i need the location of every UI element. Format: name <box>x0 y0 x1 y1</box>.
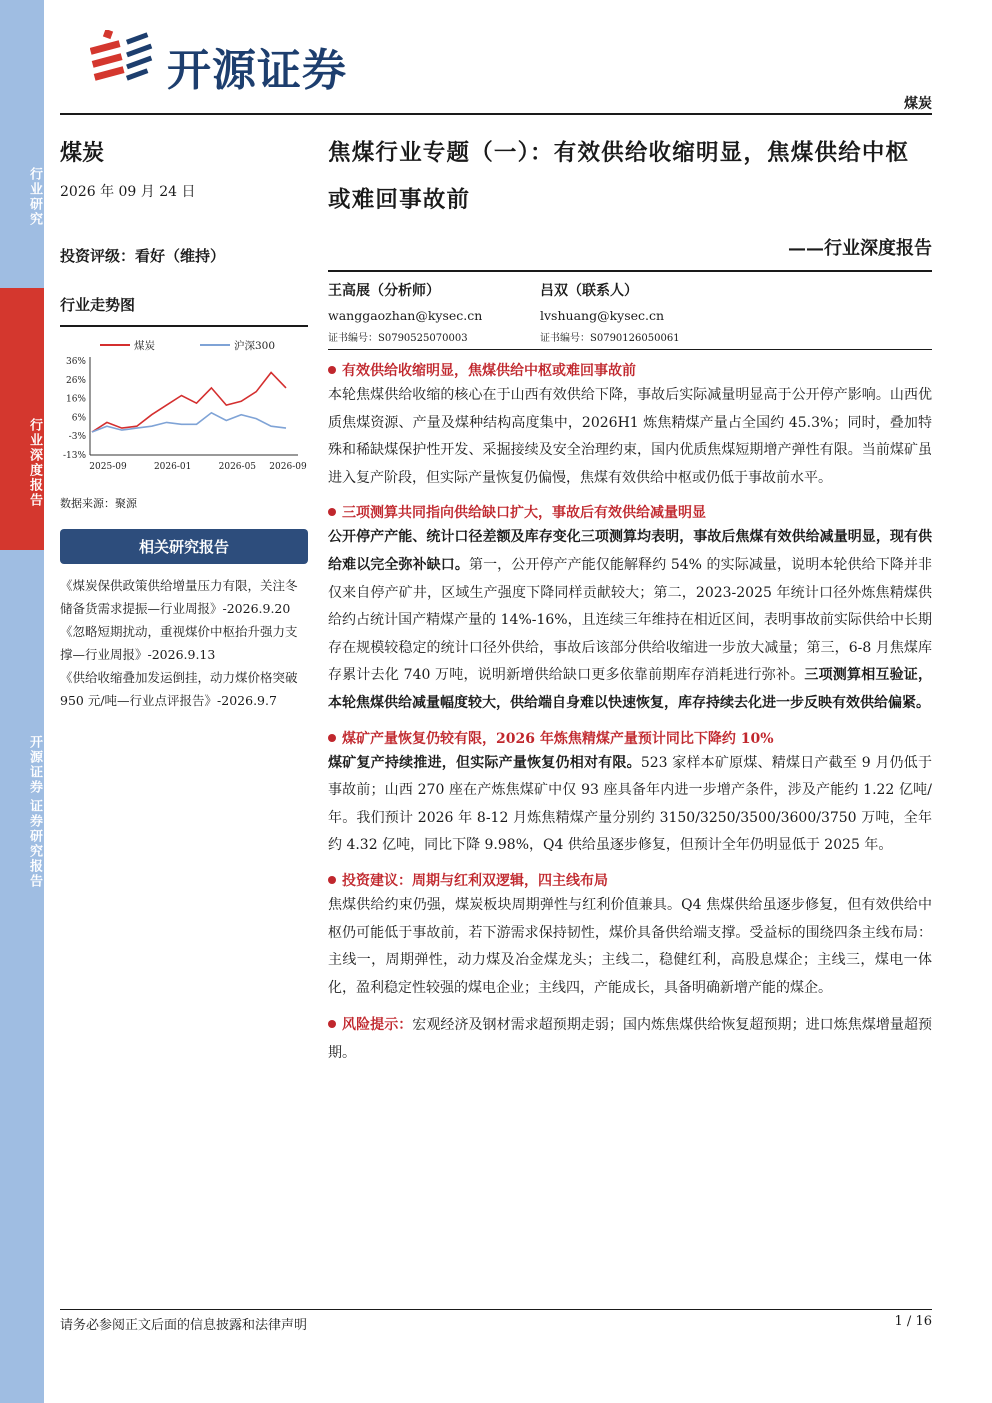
author-cert: 证书编号：S0790126050061 <box>540 333 680 344</box>
section-output <box>328 728 932 860</box>
related-report-item[interactable]: 《煤炭保供政策供给增量压力有限，关注冬储备货需求提振—行业周报》-2026.9.20 <box>60 578 298 616</box>
section-supply <box>328 360 932 492</box>
trend-rule <box>60 325 308 327</box>
x-tick-label: 2026-05 <box>218 462 257 472</box>
related-reports-list <box>60 574 308 712</box>
author-card <box>328 280 540 344</box>
brand-name: 开源证券 <box>167 45 347 96</box>
section-heading-text: 风险提示： <box>342 1017 413 1034</box>
related-report-item[interactable]: 《忽略短期扰动，重视煤价中枢抬升强力支撑—行业周报》-2026.9.13 <box>60 624 298 662</box>
x-tick-label: 2026-01 <box>153 462 192 472</box>
paragraph-text: 523 家样本矿原煤、精煤日产截至 9 月仍低于事故前；山西 270 座在产炼焦煤矿中仅 93 座具备年内进一步增产条件，涉及产能约 1.22 亿吨/年。我们预计 2026 年 8-12 月炼焦精煤产量分别约 3150/3250/3500/3600/3750 万吨，全年约 4.32 亿吨，同比下降 9.98%，Q4 供给虽逐步修复，但预计全年仍明显低于 2025 年。 <box>328 754 933 854</box>
related-report-item[interactable]: 《供给收缩叠加发运倒挂，动力煤价格突破 950 元/吨—行业点评报告》-2026.9.7 <box>60 670 298 708</box>
y-tick-label: -3% <box>68 432 86 443</box>
section-gap <box>328 502 932 717</box>
section-heading <box>328 502 932 524</box>
side-label-research: 行业研究 <box>27 167 42 227</box>
section-heading <box>328 360 932 382</box>
section-paragraph: 焦煤供给约束仍强，煤炭板块周期弹性与红利价值兼具。Q4 焦煤供给虽逐步修复，但有效供给中枢仍可能低于事故前，若下游需求保持韧性，煤价具备供给端支撑。受益标的围绕四条主线布局：主线一，周期弹性，动力煤及冶金煤龙头；主线二，稳健红利，高股息煤企；主线三，煤电一体化，盈利稳定性较强的煤电企业；主线四，产能成长，具备明确新增产能的煤企。 <box>328 896 932 996</box>
section-advice <box>328 870 932 1002</box>
page-number: 1 / 16 <box>894 1314 932 1329</box>
author-cert: 证书编号：S0790525070003 <box>328 333 468 344</box>
author-email[interactable]: lvshuang@kysec.cn <box>540 308 665 323</box>
section-risk <box>328 1012 932 1067</box>
y-tick-label: 36% <box>65 357 86 367</box>
bullet-icon <box>328 876 336 884</box>
report-subtype: ——行业深度报告 <box>788 238 932 259</box>
author-name: 吕双（联系人） <box>540 283 638 299</box>
legend-label: 沪深300 <box>234 340 276 352</box>
bullet-icon <box>328 1020 336 1028</box>
section-heading <box>328 728 932 750</box>
section-heading-text: 投资建议：周期与红利双逻辑，四主线布局 <box>342 872 608 889</box>
bullet-icon <box>328 366 336 374</box>
section-paragraph: 本轮焦煤供给收缩的核心在于山西有效供给下降，事故后实际减量明显高于公开停产影响。山西优质焦煤资源、产量及煤种结构高度集中，2026H1 炼焦精煤产量占全国约 45.3%；同时，叠加特殊和稀缺煤保护性开发、采掘接续及安全治理约束，国内优质焦煤短期增产弹性有限。当前煤矿虽进入复产阶段，但实际产量恢复仍偏慢，焦煤有效供给中枢或仍低于事故前水平。 <box>328 387 932 486</box>
authors-rule-bottom <box>328 349 932 350</box>
x-tick-label: 2025-09 <box>89 462 127 472</box>
related-reports-title: 相关研究报告 <box>60 529 308 564</box>
author-email[interactable]: wanggaozhan@kysec.cn <box>328 308 483 323</box>
author-card <box>540 280 752 344</box>
section-paragraph <box>328 1012 932 1067</box>
side-label-brand-b: 证券研究报告 <box>27 799 42 889</box>
legend-label: 煤炭 <box>134 340 155 352</box>
footer-rule <box>60 1309 932 1310</box>
investment-rating: 投资评级：看好（维持） <box>60 247 226 265</box>
bullet-icon <box>328 734 336 742</box>
section-heading-text: 有效供给收缩明显，焦煤供给中枢或难回事故前 <box>342 363 636 379</box>
report-date: 2026 年 09 月 24 日 <box>60 184 196 200</box>
y-tick-label: -13% <box>62 451 86 461</box>
data-source: 数据来源：聚源 <box>60 497 137 510</box>
section-paragraph <box>328 524 932 717</box>
author-name: 王高展（分析师） <box>328 283 440 299</box>
y-tick-label: 26% <box>65 375 86 386</box>
main-column <box>328 130 932 1067</box>
section-paragraph <box>328 750 932 860</box>
authors-rule <box>328 270 932 272</box>
paragraph-text: 宏观经济及钢材需求超预期走弱；国内炼焦煤供给恢复超预期；进口炼焦煤增量超预期。 <box>328 1017 933 1061</box>
bold-lead: 煤矿复产持续推进，但实际产量恢复仍相对有限。 <box>328 754 641 771</box>
series-line-hs300 <box>92 413 286 432</box>
side-label-report-type: 行业深度报告 <box>0 288 44 550</box>
bold-conclusion: 三项测算相互验证，本轮焦煤供给减量幅度较大，供给端自身难以快速恢复，库存持续去化进一步反映有效供给偏紧。 <box>328 667 933 711</box>
report-title: 焦煤行业专题（一）：有效供给收缩明显，焦煤供给中枢或难回事故前 <box>328 140 910 213</box>
y-tick-label: 16% <box>65 394 86 405</box>
series-line-coal <box>92 373 286 433</box>
left-column <box>60 130 308 712</box>
footer-disclaimer[interactable]: 请务必参阅正文后面的信息披露和法律声明 <box>60 1318 308 1333</box>
section-heading <box>328 870 932 892</box>
y-tick-label: 6% <box>71 413 86 424</box>
bullet-icon <box>328 508 336 516</box>
header-rule <box>60 113 932 115</box>
paragraph-text: 第一，公开停产产能仅能解释约 54% 的实际减量，说明本轮供给下降并非仅来自停产矿井，区域生产强度下降同样贡献较大；第二，2023-2025 年统计口径外炼焦精煤供给约占统计国产精煤产量的 14%-16%，且连续三年维持在相近区间，表明事故前实际供给中长期存在规模较稳定的统计口径外供给，事故后该部分供给收缩进一步放大减量；第三，6-8 月焦煤库存累计去化 740 万吨，说明新增供给缺口更多依靠前期库存消耗进行弥补。 <box>328 556 932 684</box>
section-heading-text: 煤矿产量恢复仍较有限，2026 年炼焦精煤产量预计同比下降约 10% <box>342 730 774 747</box>
authors <box>328 280 932 344</box>
trend-chart <box>60 329 308 489</box>
section-heading-text: 三项测算共同指向供给缺口扩大，事故后有效供给减量明显 <box>342 505 706 522</box>
header-industry-tag: 煤炭 <box>904 96 932 112</box>
brand-logo-icon <box>90 30 158 86</box>
side-label-brand-a: 开源证券 <box>27 735 42 795</box>
side-label-brand <box>0 712 44 912</box>
bold-lead: 公开停产产能、统计口径差额及库存变化三项测算均表明，事故后焦煤有效供给减量明显，现有供给难以完全弥补缺口。 <box>328 529 932 573</box>
industry-name: 煤炭 <box>60 140 105 166</box>
trend-title: 行业走势图 <box>60 296 136 314</box>
side-bar <box>0 0 44 1403</box>
x-tick-label: 2026-09 <box>269 462 307 472</box>
